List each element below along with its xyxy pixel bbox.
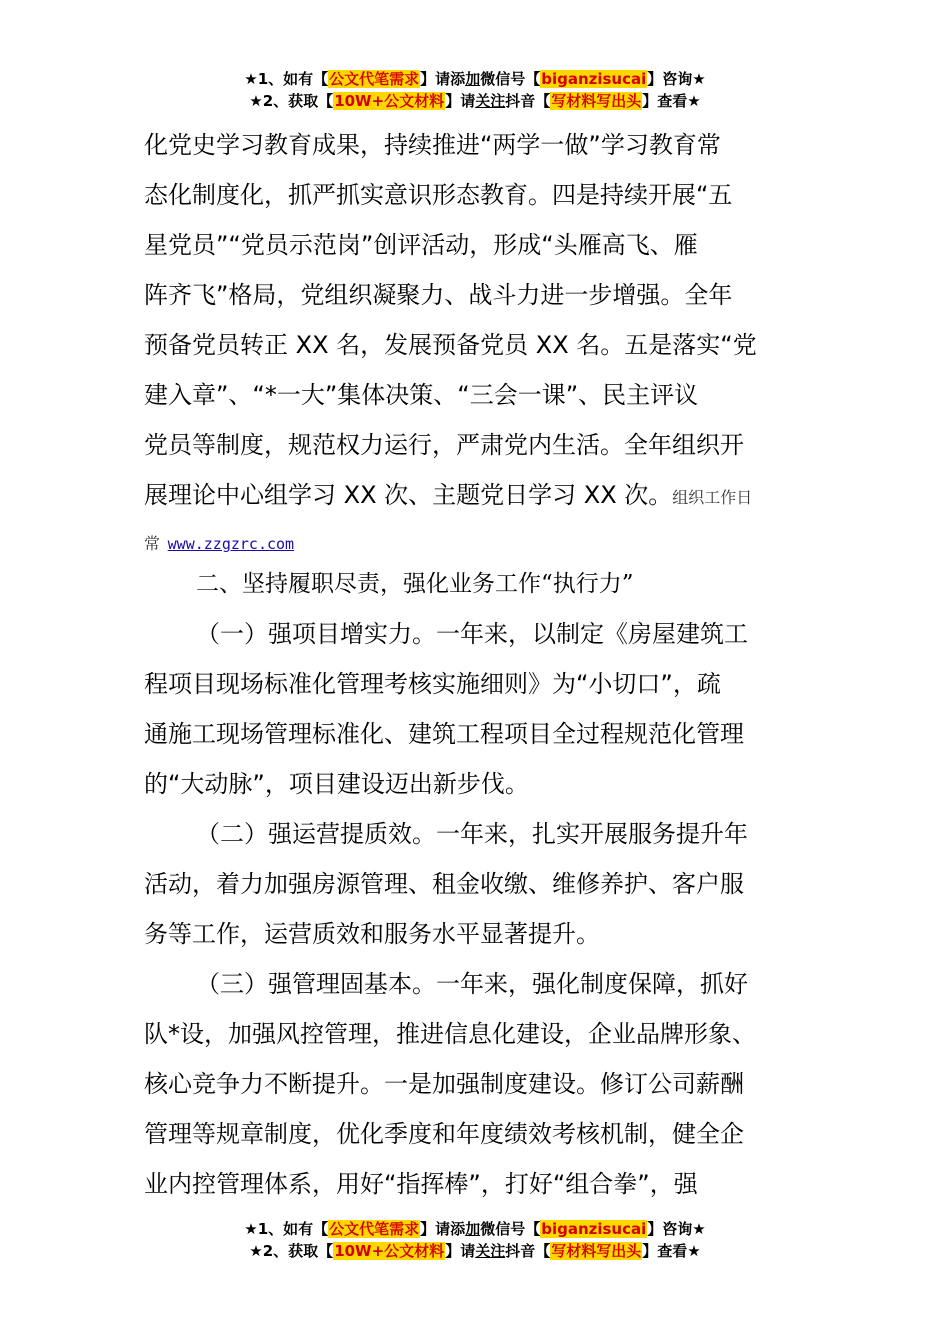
- body-line: 管理等规章制度，优化季度和年度绩效考核机制，健全企: [144, 1120, 744, 1148]
- body-line: 程项目现场标准化管理考核实施细则》为“小切口”，疏: [144, 670, 721, 698]
- banner-text: ★1、如有【: [244, 70, 329, 88]
- banner-text: 加: [465, 70, 481, 88]
- body-line: 务等工作，运营质效和服务水平显著提升。: [144, 920, 600, 948]
- bottom-banner: [0, 1218, 950, 1262]
- body-line-text: 展理论中心组学习 XX 次、主题党日学习 XX 次。: [144, 481, 673, 509]
- banner-text: 】咨询★: [647, 70, 706, 88]
- banner-text: 】请: [445, 1242, 476, 1260]
- source-link[interactable]: www.zzgzrc.com: [167, 535, 295, 553]
- section-heading: 二、坚持履职尽责，强化业务工作“执行力”: [196, 571, 634, 597]
- banner-text: 】请添: [420, 1220, 466, 1238]
- body-line: 活动，着力加强房源管理、租金收缴、维修养护、客户服: [144, 870, 744, 898]
- body-line: 化党史学习教育成果，持续推进“两学一做”学习教育常: [144, 131, 721, 159]
- banner-text: ★2、获取【: [249, 1242, 334, 1260]
- banner-highlight-wechat-id: biganzisucai: [541, 70, 647, 88]
- banner-line-2: [0, 90, 950, 112]
- banner-text: 关注: [475, 92, 506, 110]
- banner-text: 微信号【: [480, 1220, 541, 1238]
- banner-line-1: [0, 1218, 950, 1240]
- body-line: 的“大动脉”，项目建设迈出新步伐。: [144, 770, 529, 798]
- banner-text: ★2、获取【: [249, 92, 334, 110]
- top-banner: [0, 68, 950, 112]
- banner-text: 】查看★: [642, 1242, 701, 1260]
- source-note: 组织工作日: [672, 488, 753, 507]
- body-line: 核心竞争力不断提升。一是加强制度建设。修订公司薪酬: [144, 1070, 744, 1098]
- banner-text: 抖音【: [505, 92, 551, 110]
- banner-text: 加: [465, 1220, 481, 1238]
- banner-text: 】请添: [420, 70, 466, 88]
- banner-text: 】查看★: [642, 92, 701, 110]
- section-1-first-line: （一）强项目增实力。一年来，以制定《房屋建筑工: [196, 620, 748, 648]
- body-line: [144, 470, 808, 523]
- body-line: 党员等制度，规范权力运行，严肃党内生活。全年组织开: [144, 431, 744, 459]
- banner-text: ★1、如有【: [244, 1220, 329, 1238]
- body-line: 队*设，加强风控管理，推进信息化建设，企业品牌形象、: [144, 1020, 756, 1048]
- banner-highlight: 10W+公文材料: [334, 1242, 445, 1260]
- body-line: 态化制度化，抓严抓实意识形态教育。四是持续开展“五: [144, 181, 733, 209]
- banner-line-1: [0, 68, 950, 90]
- banner-text: 关注: [475, 1242, 506, 1260]
- banner-text: 抖音【: [505, 1242, 551, 1260]
- body-line: 业内控管理体系，用好“指挥棒”，打好“组合拳”，强: [144, 1170, 698, 1198]
- source-note-line: [144, 523, 808, 559]
- banner-text: 】请: [445, 92, 476, 110]
- body-line: 建入章”、“*一大”集体决策、“三会一课”、民主评议: [144, 381, 699, 409]
- banner-highlight-douyin: 写材料写出头: [551, 92, 642, 110]
- banner-highlight: 10W+公文材料: [334, 92, 445, 110]
- section-3-first-line: （三）强管理固基本。一年来，强化制度保障，抓好: [196, 970, 748, 998]
- source-note: 常: [144, 534, 161, 553]
- banner-text: 】咨询★: [647, 1220, 706, 1238]
- document-body: [144, 120, 808, 1209]
- banner-line-2: [0, 1240, 950, 1262]
- banner-highlight: 公文代笔需求: [329, 70, 420, 88]
- body-line: 预备党员转正 XX 名，发展预备党员 XX 名。五是落实“党: [144, 331, 757, 359]
- banner-highlight-wechat-id: biganzisucai: [541, 1220, 647, 1238]
- body-line: 通施工现场管理标准化、建筑工程项目全过程规范化管理: [144, 720, 744, 748]
- body-line: 阵齐飞”格局，党组织凝聚力、战斗力进一步增强。全年: [144, 281, 733, 309]
- banner-highlight-douyin: 写材料写出头: [551, 1242, 642, 1260]
- banner-text: 微信号【: [480, 70, 541, 88]
- section-2-first-line: （二）强运营提质效。一年来，扎实开展服务提升年: [196, 820, 748, 848]
- body-line: 星党员”“党员示范岗”创评活动，形成“头雁高飞、雁: [144, 231, 698, 259]
- banner-highlight: 公文代笔需求: [329, 1220, 420, 1238]
